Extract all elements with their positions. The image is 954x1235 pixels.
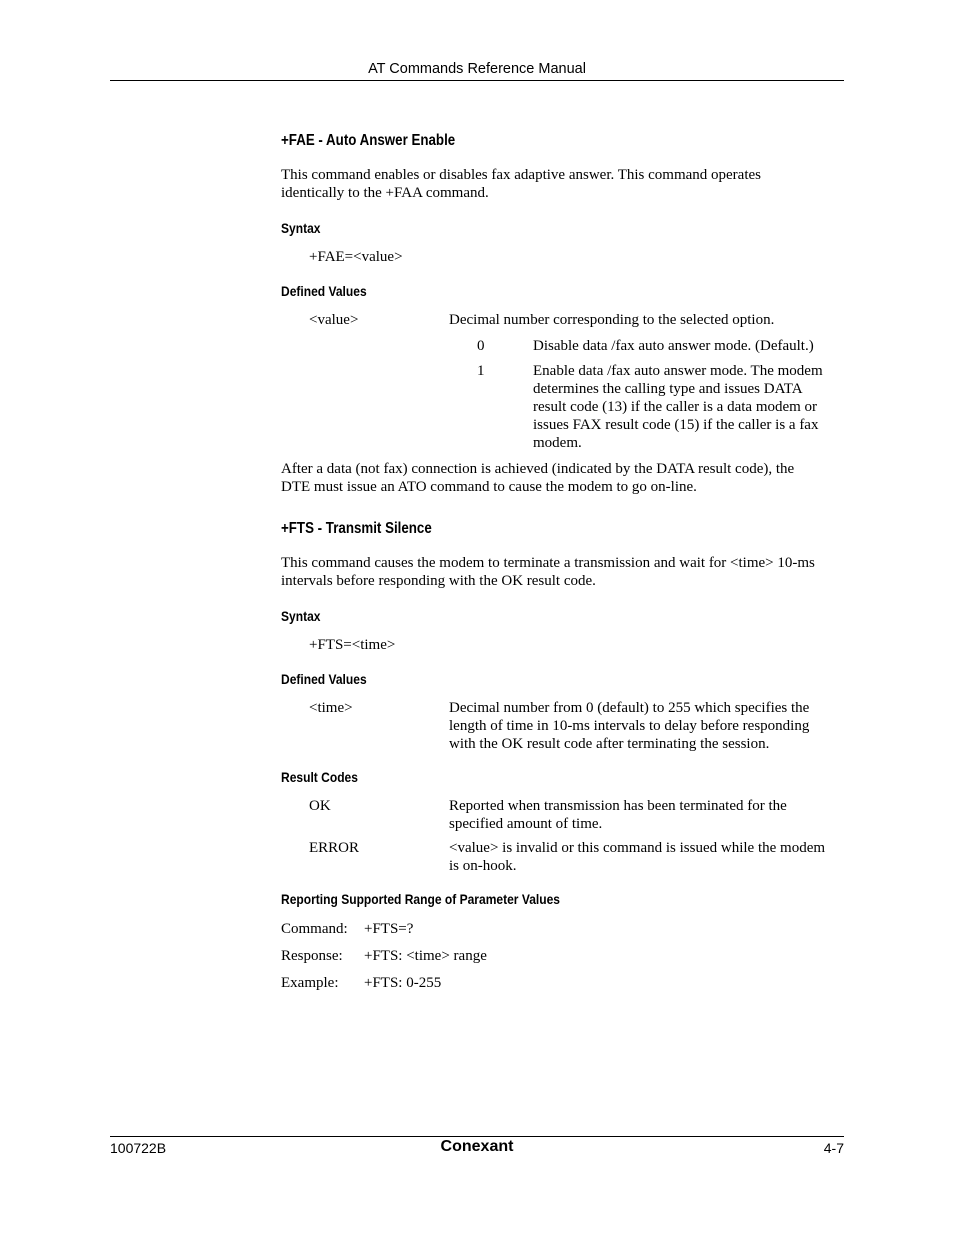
fts-result-codes-heading: Result Codes bbox=[281, 769, 358, 785]
fts-result-desc-line: specified amount of time. bbox=[449, 816, 603, 832]
footer-page-number: 4-7 bbox=[823, 1140, 844, 1156]
fae-intro-line2: identically to the +FAA command. bbox=[281, 185, 489, 201]
fts-param-desc-line: Decimal number from 0 (default) to 255 which specifies the bbox=[449, 700, 810, 716]
footer-doc-number: 100722B bbox=[110, 1140, 167, 1156]
fae-option-1-value: 1 bbox=[477, 363, 485, 379]
fae-note bbox=[281, 460, 844, 496]
header-rule bbox=[110, 80, 844, 81]
fts-syntax-heading: Syntax bbox=[281, 608, 321, 624]
footer-rule bbox=[110, 1136, 844, 1137]
fae-intro bbox=[281, 166, 844, 202]
fae-option-1-desc bbox=[533, 362, 844, 452]
fae-option-1-desc-line: determines the calling type and issues DATA bbox=[533, 381, 803, 397]
fts-param-name: <time> bbox=[309, 700, 353, 716]
fts-result-code-ok-desc bbox=[449, 797, 844, 833]
fae-option-1-desc-line: modem. bbox=[533, 435, 582, 451]
fae-param-name: <value> bbox=[309, 312, 359, 328]
fts-intro bbox=[281, 554, 844, 590]
fae-note-line1: After a data (not fax) connection is achieved (indicated by the DATA result code), the bbox=[281, 461, 795, 477]
fts-param-desc bbox=[449, 699, 844, 753]
fts-result-code-ok: OK bbox=[309, 798, 331, 814]
fts-defined-values-heading: Defined Values bbox=[281, 671, 367, 687]
fts-range-response-label: Response: bbox=[281, 948, 343, 964]
fts-syntax: +FTS=<time> bbox=[309, 637, 396, 653]
fts-result-desc-line: Reported when transmission has been terminated for the bbox=[449, 798, 787, 814]
fae-option-0-desc: Disable data /fax auto answer mode. (Default.) bbox=[533, 338, 814, 354]
fae-heading: +FAE - Auto Answer Enable bbox=[281, 132, 456, 149]
fts-result-code-error-desc bbox=[449, 839, 849, 875]
fts-range-command-label: Command: bbox=[281, 921, 348, 937]
fae-defined-values-heading: Defined Values bbox=[281, 283, 367, 299]
fts-range-response-value: +FTS: <time> range bbox=[364, 948, 487, 964]
fae-intro-line1: This command enables or disables fax adaptive answer. This command operates bbox=[281, 167, 761, 183]
fts-intro-line2: intervals before responding with the OK result code. bbox=[281, 573, 596, 589]
fts-range-command-value: +FTS=? bbox=[364, 921, 414, 937]
running-header: AT Commands Reference Manual bbox=[368, 61, 586, 77]
fts-result-desc-line: is on-hook. bbox=[449, 858, 517, 874]
fts-result-desc-line: <value> is invalid or this command is issued while the modem bbox=[449, 840, 826, 856]
fts-range-example-label: Example: bbox=[281, 975, 339, 991]
fts-result-code-error: ERROR bbox=[309, 840, 360, 856]
fae-option-1-desc-line: Enable data /fax auto answer mode. The modem bbox=[533, 363, 823, 379]
fts-intro-line1: This command causes the modem to terminate a transmission and wait for <time> 10-ms bbox=[281, 555, 815, 571]
footer-company: Conexant bbox=[440, 1138, 514, 1155]
fts-range-heading: Reporting Supported Range of Parameter Values bbox=[281, 891, 560, 907]
fae-option-0-value: 0 bbox=[477, 338, 485, 354]
fae-syntax-heading: Syntax bbox=[281, 220, 321, 236]
fae-param-desc: Decimal number corresponding to the selected option. bbox=[449, 312, 775, 328]
fae-option-1-desc-line: result code (13) if the caller is a data modem or bbox=[533, 399, 818, 415]
fae-note-line2: DTE must issue an ATO command to cause the modem to go on-line. bbox=[281, 479, 697, 495]
fts-range-example-value: +FTS: 0-255 bbox=[364, 975, 442, 991]
fae-option-1-desc-line: issues FAX result code (15) if the caller is a fax bbox=[533, 417, 819, 433]
fts-param-desc-line: with the OK result code after terminating the session. bbox=[449, 736, 770, 752]
fts-heading: +FTS - Transmit Silence bbox=[281, 520, 432, 537]
fae-syntax: +FAE=<value> bbox=[309, 249, 403, 265]
fts-param-desc-line: length of time in 10-ms intervals to delay before responding bbox=[449, 718, 810, 734]
